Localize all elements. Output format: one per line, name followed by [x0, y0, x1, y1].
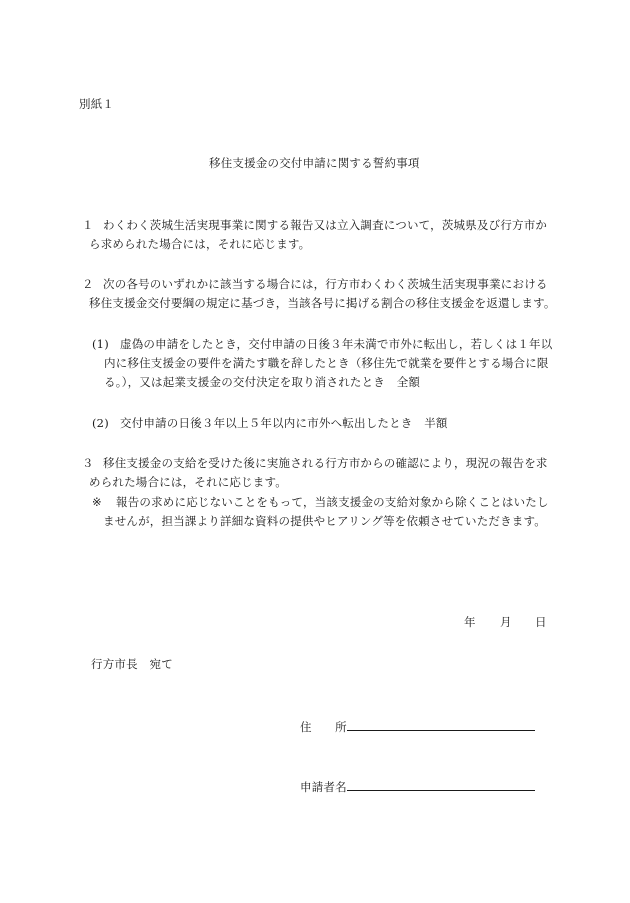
sub-1-line-3: る。），又は起業支援金の交付決定を取り消されたとき 全額	[104, 375, 421, 389]
document-title: 移住支援金の交付申請に関する誓約事項	[209, 156, 420, 170]
applicant-name-line[interactable]	[347, 777, 535, 791]
item-3-number: ３	[82, 456, 94, 470]
sub-1-line-2: 内に移住支援金の要件を満たす職を辞したとき（移住先で就業を要件とする場合に限	[104, 356, 549, 370]
item-1-number: １	[82, 218, 94, 232]
item-3-line-1: 移住支援金の支給を受けた後に実施される行方市からの確認により，現況の報告を求	[103, 456, 548, 470]
item-1-line-2: ら求められた場合には，それに応じます。	[89, 237, 311, 251]
address-label: 住 所	[300, 720, 347, 734]
applicant-label: 申請者名	[300, 780, 347, 794]
item-3-line-2: められた場合には，それに応じます。	[89, 475, 287, 489]
applicant-field[interactable]	[300, 777, 535, 796]
note-mark: ※	[92, 495, 102, 509]
item-2-line-2: 移住支援金交付要綱の規定に基づき，当該各号に掲げる割合の移住支援金を返還します。	[89, 296, 556, 310]
note-line-1: 報告の求めに応じないことをもって，当該支援金の支給対象から除くことはいたし	[116, 495, 549, 509]
date-day: 日	[535, 615, 547, 629]
address-field[interactable]	[300, 717, 535, 736]
address-line[interactable]	[347, 717, 535, 731]
sub-1-number: (1)	[92, 337, 109, 351]
date-month: 月	[500, 615, 512, 629]
addressee: 行方市長 宛て	[91, 657, 173, 671]
attachment-label: 別紙１	[79, 97, 115, 111]
sub-1-line-1: 虚偽の申請をしたとき，交付申請の日後３年未満で市外に転出し，若しくは１年以	[120, 337, 553, 351]
item-1-line-1: わくわく茨城生活実現事業に関する報告又は立入調査について，茨城県及び行方市か	[103, 218, 548, 232]
item-2-number: ２	[82, 277, 94, 291]
date-year: 年	[464, 615, 476, 629]
note-line-2: ませんが，担当課より詳細な資料の提供やヒアリング等を依頼させていただきます。	[103, 514, 546, 528]
sub-2-line-1: 交付申請の日後３年以上５年以内に市外へ転出したとき 半額	[120, 416, 448, 430]
sub-2-number: (2)	[92, 416, 109, 430]
item-2-line-1: 次の各号のいずれかに該当する場合には，行方市わくわく茨城生活実現事業における	[103, 277, 548, 291]
